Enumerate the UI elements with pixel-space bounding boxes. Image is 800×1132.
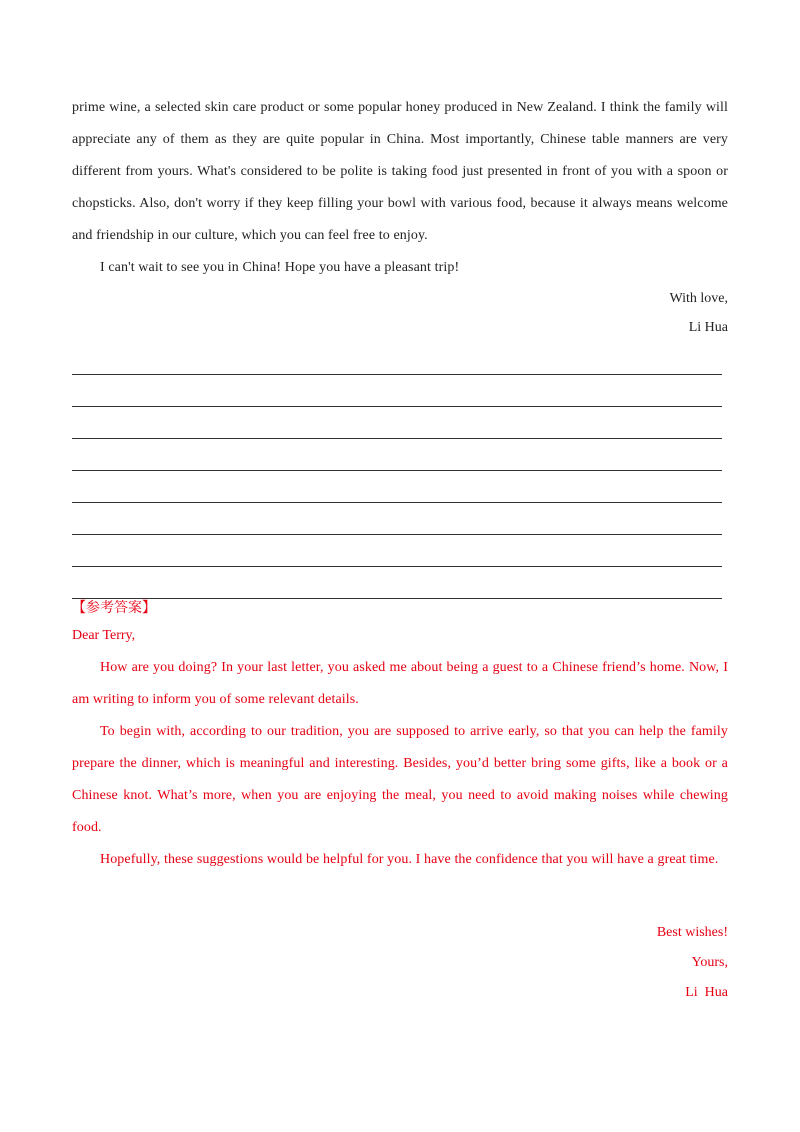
- writing-line[interactable]: [72, 472, 722, 503]
- answer-heading: 【参考答案】: [72, 600, 156, 616]
- answer-closing-2: Yours,: [691, 955, 728, 970]
- letter-closing: With love,: [669, 291, 728, 306]
- letter-signature: Li Hua: [688, 320, 728, 335]
- writing-line[interactable]: [72, 440, 722, 471]
- writing-line[interactable]: [72, 344, 722, 375]
- writing-line[interactable]: [72, 408, 722, 439]
- writing-line[interactable]: [72, 376, 722, 407]
- writing-lines: [72, 344, 722, 600]
- letter-paragraph-2: I can't wait to see you in China! Hope you have a pleasant trip!: [100, 260, 460, 275]
- model-letter: [72, 92, 728, 342]
- answer-paragraph-1: How are you doing? In your last letter, you asked me about being a guest to a Chinese friend’s home. Now, I am writing to inform you of some relevant details.: [72, 660, 728, 707]
- writing-line[interactable]: [72, 568, 722, 599]
- answer-paragraph-3: Hopefully, these suggestions would be helpful for you. I have the confidence that you will have a great time.: [100, 852, 719, 867]
- answer-paragraph-2: To begin with, according to our tradition, you are supposed to arrive early, so that you can help the family prepare the dinner, which is meaningful and interesting. Besides, you’d better bring some gifts, like a book or a Chinese knot. What’s more, when you are enjoying the meal, you need to avoid making noises while chewing food.: [72, 724, 728, 835]
- answer-closing-1: Best wishes!: [656, 925, 728, 940]
- answer-salutation: Dear Terry,: [72, 628, 136, 643]
- writing-line[interactable]: [72, 536, 722, 567]
- answer-signature: Li Hua: [685, 985, 728, 1000]
- reference-answer: [72, 596, 728, 1008]
- letter-paragraph-1: prime wine, a selected skin care product or some popular honey produced in New Zealand. I think the family will appreciate any of them as they are quite popular in China. Most importantly, Chinese table manners are very different from yours. What's considered to be polite is taking food just presented in front of you with a spoon or chopsticks. Also, don't worry if they keep filling your bowl with various food, because it always means welcome and friendship in our culture, which you can feel free to enjoy.: [72, 100, 728, 243]
- writing-line[interactable]: [72, 504, 722, 535]
- answer-closing-block: [72, 918, 728, 1008]
